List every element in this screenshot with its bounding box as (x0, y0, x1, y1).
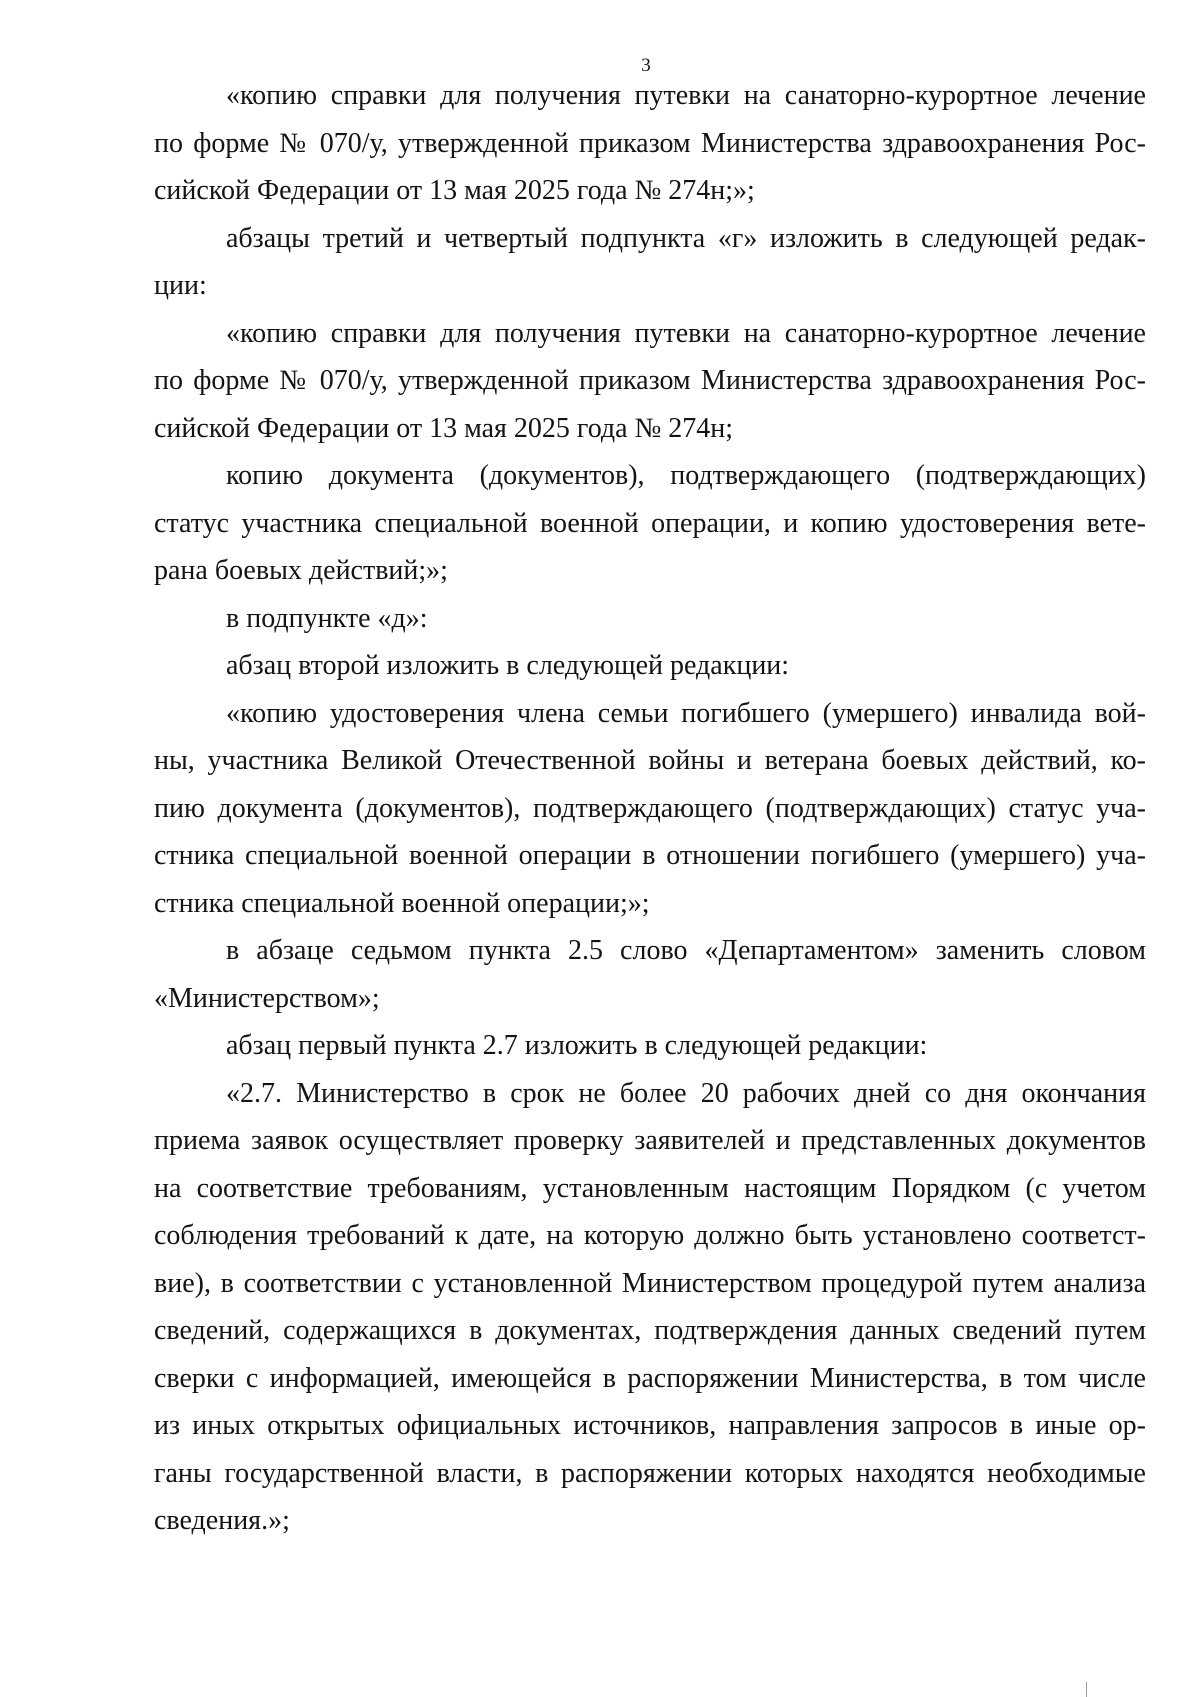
text-line: «копию удостоверения члена семьи погибшего (умершего) инвалида вой- (226, 697, 1146, 729)
text-line: «Министерством»; (154, 982, 380, 1014)
text-line: сийской Федерации от 13 мая 2025 года № 274н;»; (154, 175, 755, 206)
text-line: «2.7. Министерство в срок не более 20 рабочих дней со дня окончания (226, 1077, 1146, 1109)
text-line: ны, участника Великой Отечественной войны и ветерана боевых действий, ко- (154, 745, 1146, 776)
text-line: абзац второй изложить в следующей редакции: (226, 650, 790, 681)
text-line: в абзаце седьмом пункта 2.5 слово «Департаментом» заменить словом (226, 935, 1146, 966)
text-line: сийской Федерации от 13 мая 2025 года № 274н; (154, 412, 734, 444)
text-line: вие), в соответствии с установленной Министерством процедурой путем анализа (154, 1267, 1146, 1299)
text-line: копию документа (документов), подтверждающего (подтверждающих) (226, 460, 1146, 491)
text-line: абзац первый пункта 2.7 изложить в следующей редакции: (226, 1030, 928, 1061)
text-line: сверки с информацией, имеющейся в распоряжении Министерства, в том числе (154, 1362, 1146, 1394)
text-line: стника специальной военной операции;»; (154, 887, 650, 919)
text-line: статус участника специальной военной операции, и копию удостоверения вете- (154, 507, 1146, 539)
text-line: абзацы третий и четвертый подпункта «г» изложить в следующей редак- (226, 222, 1146, 254)
text-line: приема заявок осуществляет проверку заявителей и представленных документов (154, 1125, 1146, 1156)
text-line: соблюдения требований к дате, на которую должно быть установлено соответст- (154, 1220, 1146, 1251)
text-line: ции: (154, 270, 207, 301)
text-line: по форме № 070/у, утвержденной приказом Министерства здравоохранения Рос- (154, 365, 1146, 396)
text-line: рана боевых действий;»; (154, 555, 448, 586)
text-line: «копию справки для получения путевки на санаторно-курортное лечение (226, 317, 1146, 349)
text-line: на соответствие требованиям, установленным настоящим Порядком (с учетом (154, 1172, 1146, 1204)
page-number: 3 (641, 55, 651, 76)
text-line: в подпункте «д»: (226, 602, 428, 634)
text-line: «копию справки для получения путевки на санаторно-курортное лечение (226, 80, 1146, 111)
text-line: сведений, содержащихся в документах, подтверждения данных сведений путем (154, 1315, 1146, 1346)
text-line: сведения.»; (154, 1505, 290, 1536)
text-line: из иных открытых официальных источников, направления запросов в иные ор- (154, 1410, 1146, 1441)
scan-edge-mark (1086, 1682, 1087, 1697)
document-body (154, 72, 1146, 1545)
text-line: пию документа (документов), подтверждающего (подтверждающих) статус уча- (154, 792, 1146, 824)
text-line: стника специальной военной операции в отношении погибшего (умершего) уча- (154, 840, 1146, 871)
text-line: по форме № 070/у, утвержденной приказом Министерства здравоохранения Рос- (154, 127, 1146, 159)
text-line: ганы государственной власти, в распоряжении которых находятся необходимые (154, 1457, 1146, 1489)
